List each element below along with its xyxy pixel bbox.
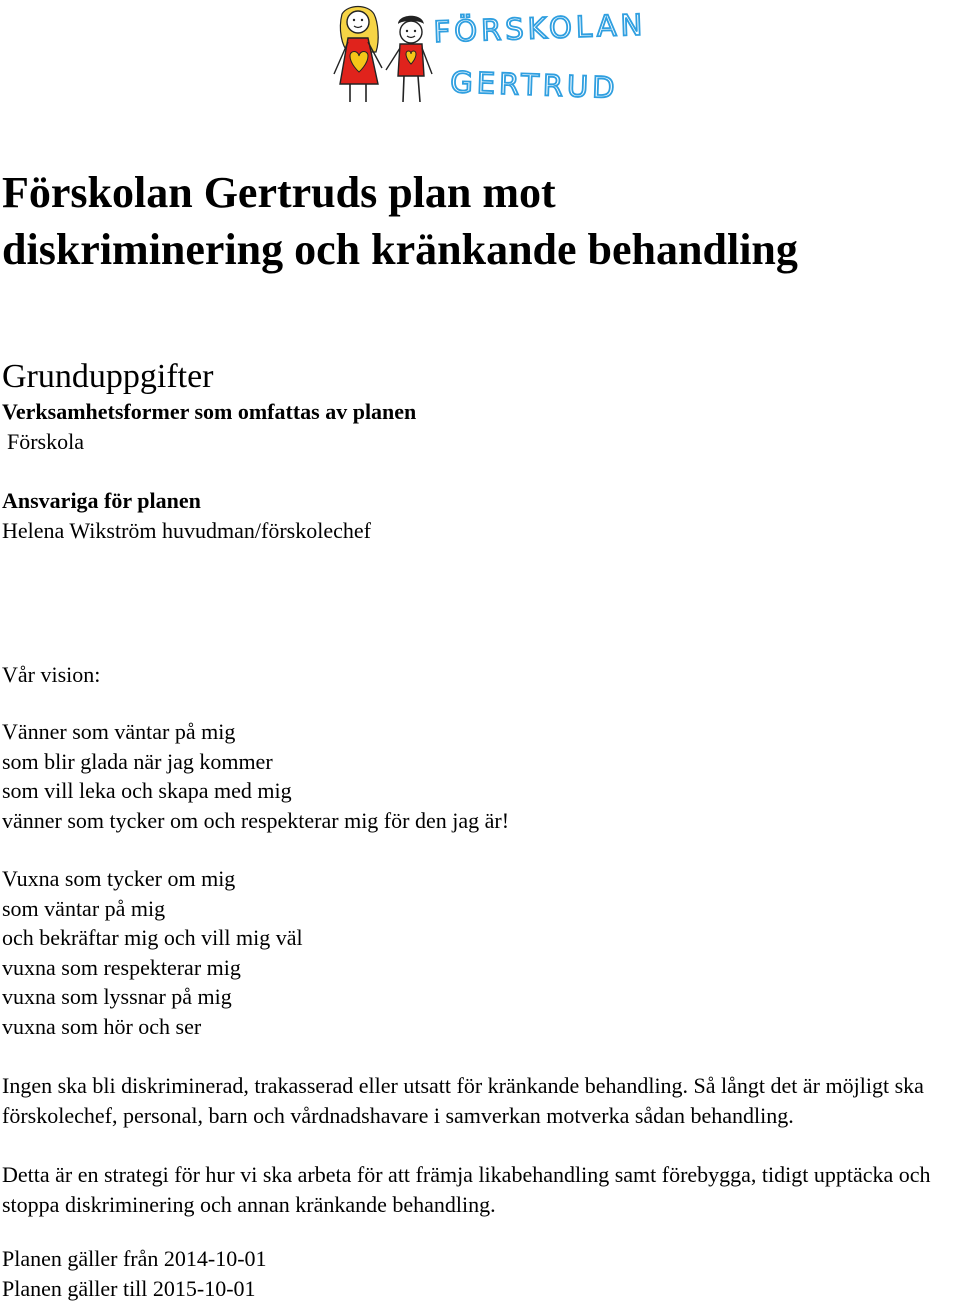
poem-line: Vänner som väntar på mig — [2, 719, 236, 744]
poem-line: vuxna som respekterar mig — [2, 954, 241, 980]
poem-line: som blir glada när jag kommer — [2, 748, 273, 774]
vision-stanza-2 — [2, 864, 303, 1041]
validity-dates — [2, 1244, 267, 1304]
poem-line: som väntar på mig — [2, 895, 166, 921]
poem-line: vänner som tycker om och respekterar mig för den jag är! — [2, 807, 510, 833]
poem-line: Vuxna som tycker om mig — [2, 866, 236, 891]
poem-line: som vill leka och skapa med mig — [2, 778, 292, 803]
poem-line: vuxna som lyssnar på mig — [2, 984, 232, 1009]
boy-figure-icon — [386, 16, 432, 102]
responsible-value: Helena Wikström huvudman/förskolechef — [2, 518, 371, 543]
page-title — [2, 164, 798, 278]
poem-line: och bekräftar mig och vill mig väl — [2, 925, 303, 950]
section-heading: Grunduppgifter — [2, 358, 214, 395]
forms-value: Förskola — [7, 429, 84, 454]
valid-to: Planen gäller till 2015-10-01 — [2, 1276, 256, 1301]
responsible-label: Ansvariga för planen — [2, 488, 201, 513]
logo-text-line1: FÖRSKOLAN — [433, 7, 647, 49]
valid-from: Planen gäller från 2014-10-01 — [2, 1246, 267, 1271]
title-line-1: Förskolan Gertruds plan mot — [2, 168, 556, 217]
logo-text-line2: GERTRUD — [449, 65, 620, 105]
poem-line: vuxna som hör och ser — [2, 1013, 202, 1039]
vision-label: Vår vision: — [2, 662, 101, 687]
title-line-2: diskriminering och kränkande behandling — [2, 225, 798, 274]
policy-paragraph-1: Ingen ska bli diskriminerad, trakasserad eller utsatt för kränkande behandling. Så långt det är möjligt ska förskolechef, personal, barn och vårdnadshavare i samverkan motverka sådan behandling. — [2, 1073, 924, 1128]
girl-figure-icon — [334, 7, 382, 103]
policy-paragraph-2: Detta är en strategi för hur vi ska arbeta för att främja likabehandling samt förebygga, tidigt upptäcka och stoppa diskriminering och annan kränkande behandling. — [2, 1162, 931, 1217]
vision-stanza-1 — [2, 717, 509, 835]
preschool-logo — [328, 0, 658, 106]
forms-label: Verksamhetsformer som omfattas av planen — [2, 399, 417, 424]
